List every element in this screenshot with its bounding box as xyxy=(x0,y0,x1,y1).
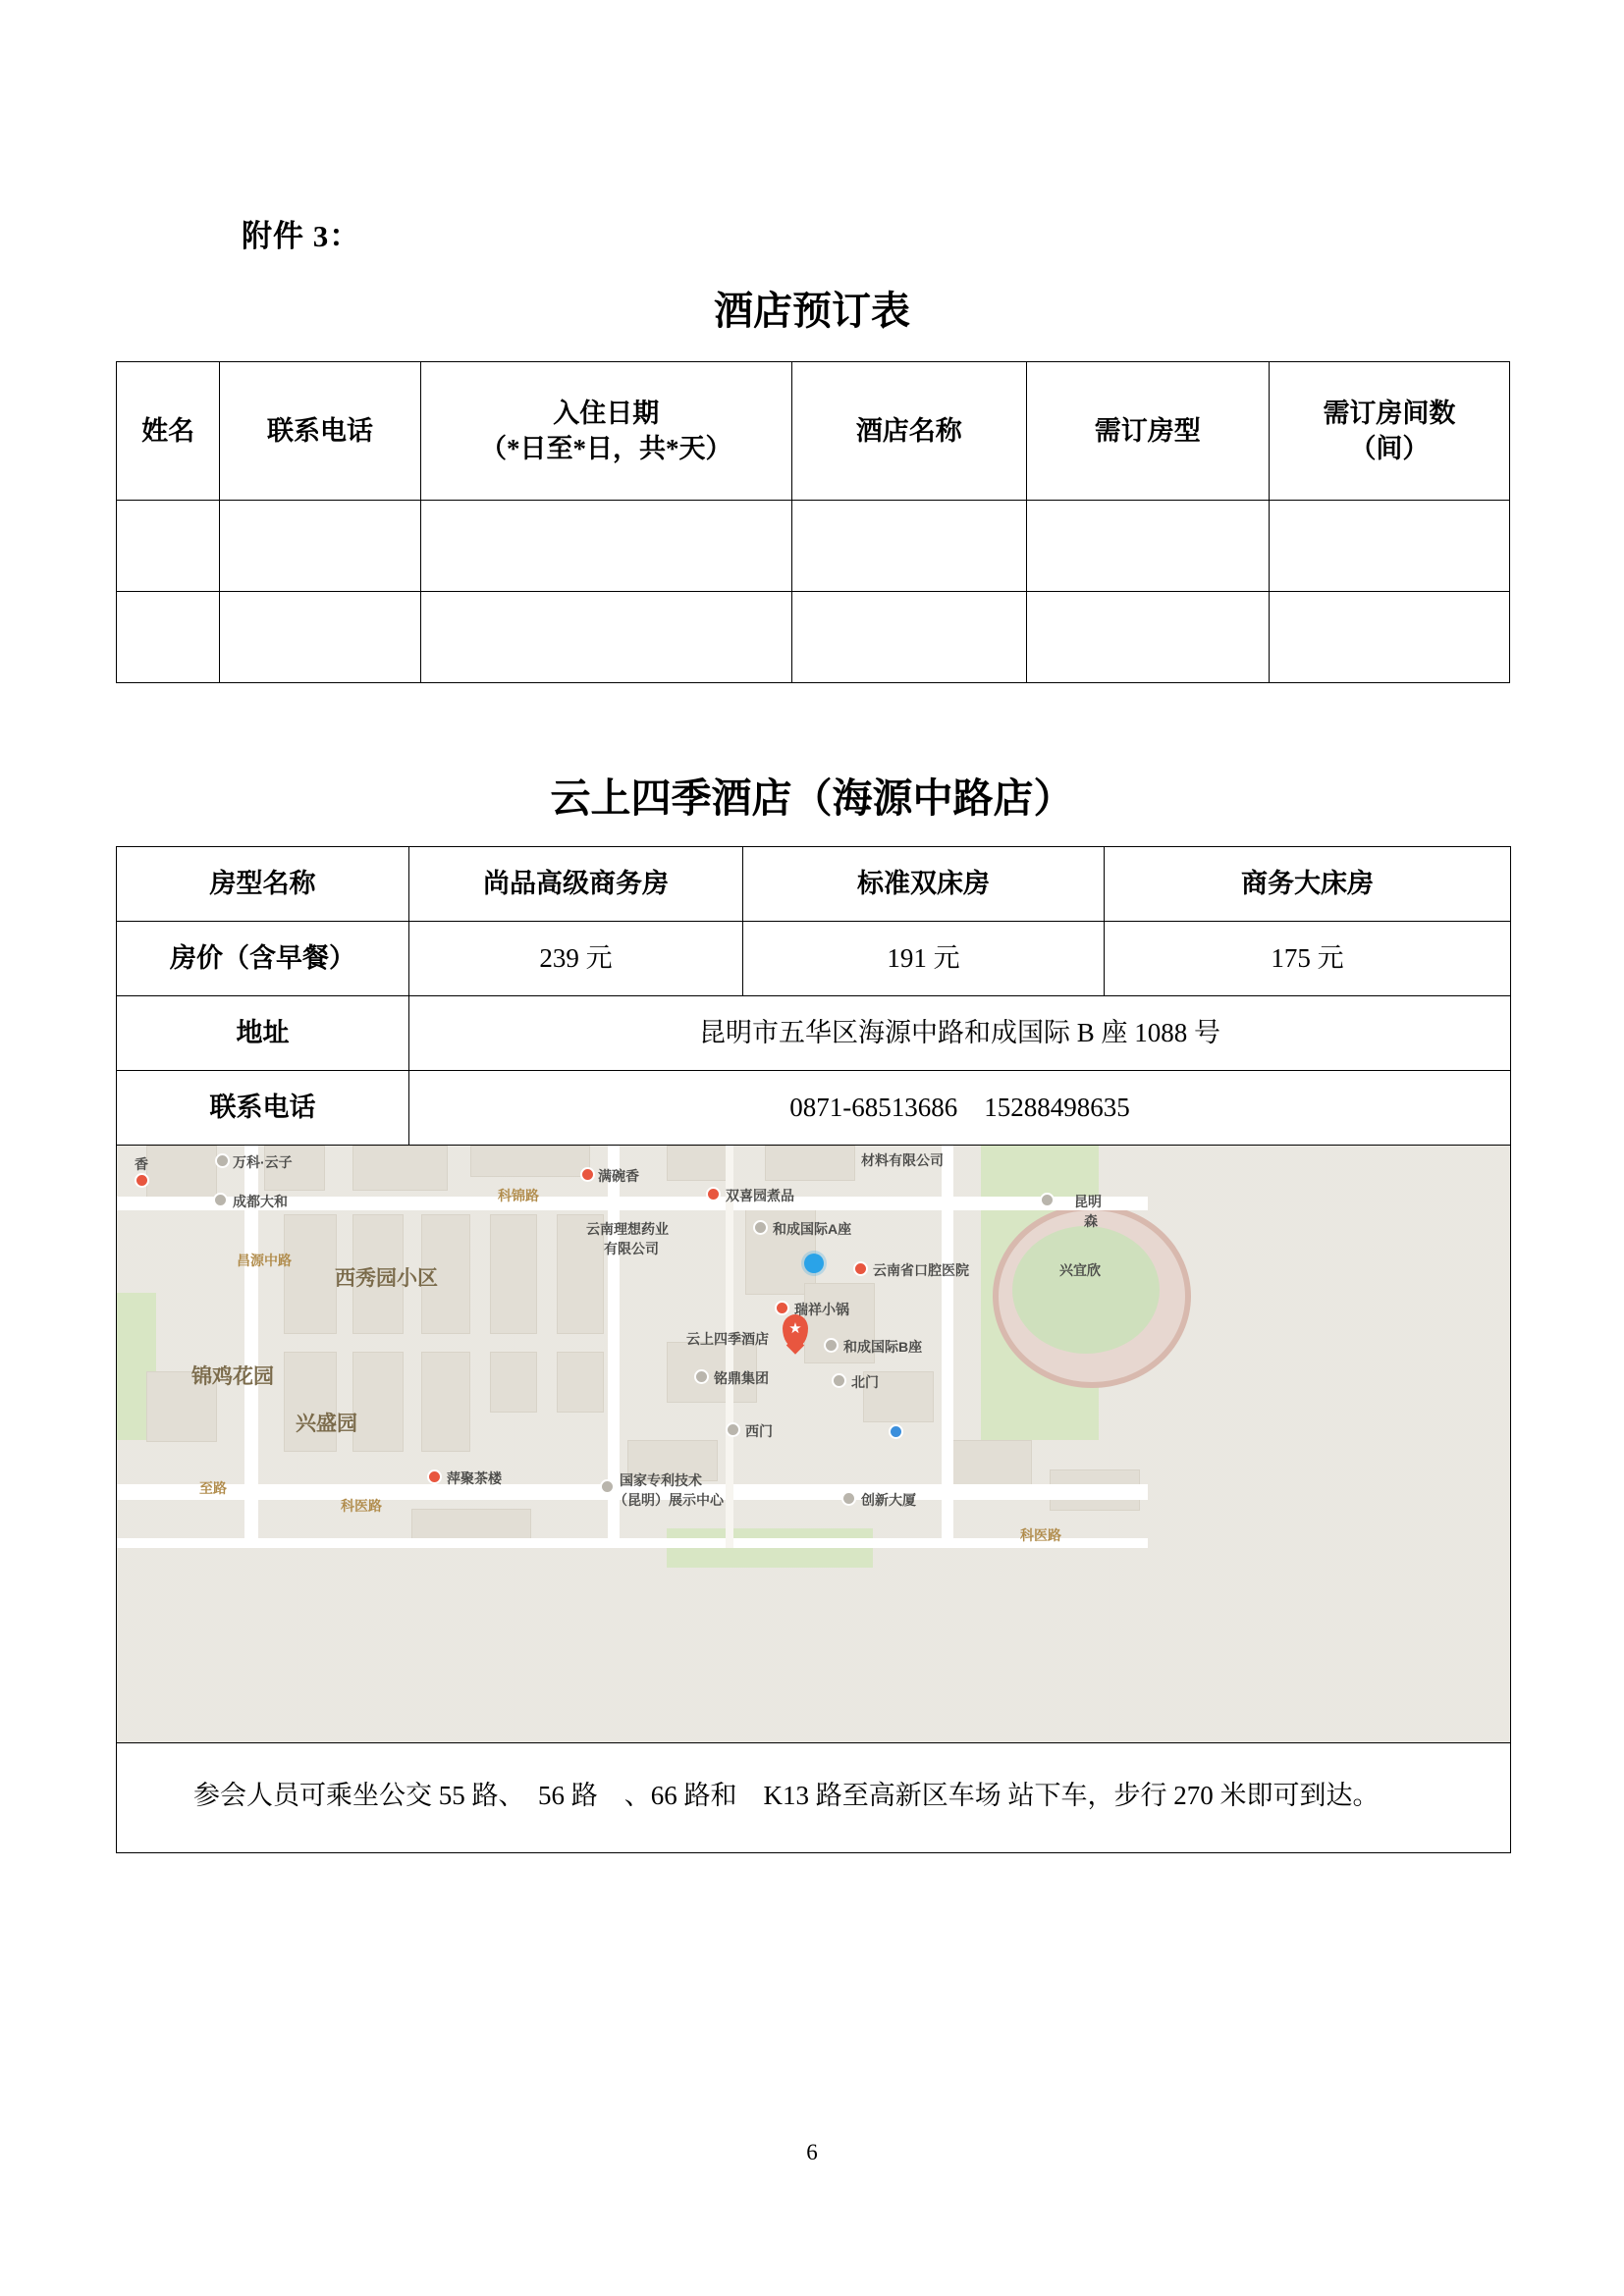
cell-room-type[interactable] xyxy=(1026,501,1269,592)
col-header-room-type xyxy=(1026,362,1269,501)
room-type-label: 房型名称 xyxy=(117,847,409,922)
map-block xyxy=(352,1146,448,1191)
map-label: 昆明 xyxy=(1074,1194,1102,1209)
map-gate-icon xyxy=(726,1422,740,1437)
col-header-room-count-line2: （间） xyxy=(1349,434,1430,463)
map-stadium-field xyxy=(1012,1226,1160,1354)
map-block xyxy=(765,1146,855,1181)
booking-table-wrapper xyxy=(116,361,1510,683)
cell-phone[interactable] xyxy=(220,501,420,592)
col-header-name-line1: 姓名 xyxy=(141,415,195,446)
phone-label: 联系电话 xyxy=(117,1071,409,1146)
map-label: 国家专利技术 xyxy=(620,1472,702,1488)
booking-table-header-row xyxy=(117,362,1510,501)
attachment-label: 附件 3： xyxy=(242,219,361,253)
hotel-info-table-wrapper xyxy=(116,846,1510,1853)
map-label: 满碗香 xyxy=(598,1168,639,1184)
col-header-room-count-line1: 需订房间数 xyxy=(1323,398,1456,428)
map-road-vertical xyxy=(942,1146,953,1548)
col-header-checkin-line2: （*日至*日，共*天） xyxy=(480,434,732,463)
hotel-note-row xyxy=(117,1743,1511,1853)
map-label: 和成国际A座 xyxy=(773,1221,852,1237)
cell-room-type[interactable] xyxy=(1026,592,1269,683)
hotel-info-table xyxy=(116,846,1511,1853)
col-header-phone-line1: 联系电话 xyxy=(266,415,373,446)
location-map[interactable] xyxy=(117,1146,1510,1742)
map-label: 云上四季酒店 xyxy=(686,1331,769,1347)
map-label: 云南省口腔医院 xyxy=(873,1262,969,1278)
map-block xyxy=(284,1214,337,1334)
price-1: 239 元 xyxy=(409,922,743,996)
col-header-hotel-line1: 酒店名称 xyxy=(855,415,962,446)
map-poi-icon xyxy=(135,1173,149,1188)
hotel-room-type-row xyxy=(117,847,1511,922)
cell-room-count[interactable] xyxy=(1269,501,1509,592)
col-header-hotel-name xyxy=(791,362,1026,501)
map-hospital-icon xyxy=(853,1261,868,1276)
room-type-1: 尚品高级商务房 xyxy=(409,847,743,922)
map-poi-icon xyxy=(600,1479,615,1494)
map-poi-icon xyxy=(753,1220,768,1235)
map-poi-icon xyxy=(1040,1193,1055,1207)
map-label: 至路 xyxy=(199,1480,227,1496)
map-label: 萍聚茶楼 xyxy=(447,1470,502,1486)
map-block xyxy=(557,1352,604,1413)
map-gate-icon xyxy=(832,1373,846,1388)
map-block xyxy=(470,1146,590,1177)
col-header-room-type-line1: 需订房型 xyxy=(1094,415,1201,446)
map-poi-icon xyxy=(824,1338,839,1353)
phone-value: 0871-68513686 15288498635 xyxy=(409,1071,1511,1146)
map-block xyxy=(411,1509,531,1540)
booking-table xyxy=(116,361,1510,683)
price-label: 房价（含早餐） xyxy=(117,922,409,996)
page-number: 6 xyxy=(806,2140,818,2164)
note-text: 参会人员可乘坐公交 55 路、 56 路 、66 路和 K13 路至高新区车场 站下车，步行 270 米即可到达。 xyxy=(193,1781,1380,1811)
map-label: 科医路 xyxy=(341,1498,382,1514)
map-label: 锦鸡花园 xyxy=(191,1365,274,1388)
cell-hotel-name[interactable] xyxy=(791,501,1026,592)
cell-name[interactable] xyxy=(117,501,220,592)
map-label: （昆明）展示中心 xyxy=(614,1492,724,1508)
col-header-name xyxy=(117,362,220,501)
map-poi-icon xyxy=(580,1167,595,1182)
room-type-2: 标准双床房 xyxy=(743,847,1105,922)
map-transit-icon xyxy=(889,1424,903,1439)
map-poi-icon xyxy=(841,1491,856,1506)
map-label: 兴宜欣 xyxy=(1059,1262,1101,1278)
map-label: 双喜园煮品 xyxy=(726,1188,794,1203)
map-block xyxy=(745,1204,816,1295)
map-label: 西门 xyxy=(745,1423,773,1439)
price-2: 191 元 xyxy=(743,922,1105,996)
hotel-map-row xyxy=(117,1146,1511,1743)
map-poi-icon xyxy=(775,1301,789,1315)
map-block xyxy=(146,1146,217,1199)
map-road-horizontal xyxy=(117,1538,1148,1548)
hotel-address-row xyxy=(117,996,1511,1071)
cell-checkin-date[interactable] xyxy=(420,592,791,683)
transport-note xyxy=(117,1743,1511,1853)
table-row xyxy=(117,592,1510,683)
address-value: 昆明市五华区海源中路和成国际 B 座 1088 号 xyxy=(409,996,1511,1071)
map-block xyxy=(352,1352,404,1452)
map-label: 有限公司 xyxy=(604,1241,659,1256)
col-header-phone xyxy=(220,362,420,501)
map-label: 森 xyxy=(1084,1213,1098,1229)
hotel-phone-row xyxy=(117,1071,1511,1146)
map-label: 瑞祥小锅 xyxy=(794,1302,849,1317)
map-cell xyxy=(117,1146,1511,1743)
map-label: 科医路 xyxy=(1020,1527,1061,1543)
map-label: 西秀园小区 xyxy=(335,1267,438,1290)
room-type-3: 商务大床房 xyxy=(1105,847,1511,922)
col-header-room-count xyxy=(1269,362,1509,501)
map-poi-icon xyxy=(215,1153,230,1168)
map-green-area xyxy=(667,1528,873,1568)
map-block xyxy=(667,1146,728,1181)
map-label: 香 xyxy=(135,1156,148,1172)
cell-name[interactable] xyxy=(117,592,220,683)
map-label: 科锦路 xyxy=(498,1188,539,1203)
map-hotel-pin-glyph: ★ xyxy=(788,1320,802,1337)
cell-room-count[interactable] xyxy=(1269,592,1509,683)
map-label: 成都大和 xyxy=(233,1194,288,1209)
cell-hotel-name[interactable] xyxy=(791,592,1026,683)
map-poi-icon xyxy=(427,1469,442,1484)
map-label: 兴盛园 xyxy=(296,1413,357,1435)
address-label: 地址 xyxy=(117,996,409,1071)
page-title: 酒店预订表 xyxy=(714,289,910,333)
map-label: 万科·云子 xyxy=(233,1154,293,1170)
col-header-checkin-line1: 入住日期 xyxy=(553,398,660,428)
map-block xyxy=(490,1214,537,1334)
cell-phone[interactable] xyxy=(220,592,420,683)
map-label: 材料有限公司 xyxy=(861,1152,944,1168)
map-poi-icon xyxy=(694,1369,709,1384)
hotel-name-heading: 云上四季酒店（海源中路店） xyxy=(550,775,1074,821)
map-label: 创新大厦 xyxy=(861,1492,916,1508)
cell-checkin-date[interactable] xyxy=(420,501,791,592)
map-poi-icon xyxy=(706,1187,721,1201)
hotel-price-row xyxy=(117,922,1511,996)
col-header-checkin-date xyxy=(420,362,791,501)
map-block xyxy=(490,1352,537,1413)
map-label: 和成国际B座 xyxy=(843,1339,923,1355)
map-label: 铭鼎集团 xyxy=(714,1370,769,1386)
map-block xyxy=(421,1352,470,1452)
map-current-location-dot xyxy=(804,1254,824,1273)
map-label: 北门 xyxy=(851,1374,879,1390)
map-poi-icon xyxy=(213,1193,228,1207)
map-label: 云南理想药业 xyxy=(586,1221,669,1237)
map-label: 昌源中路 xyxy=(237,1253,292,1268)
table-row xyxy=(117,501,1510,592)
price-3: 175 元 xyxy=(1105,922,1511,996)
